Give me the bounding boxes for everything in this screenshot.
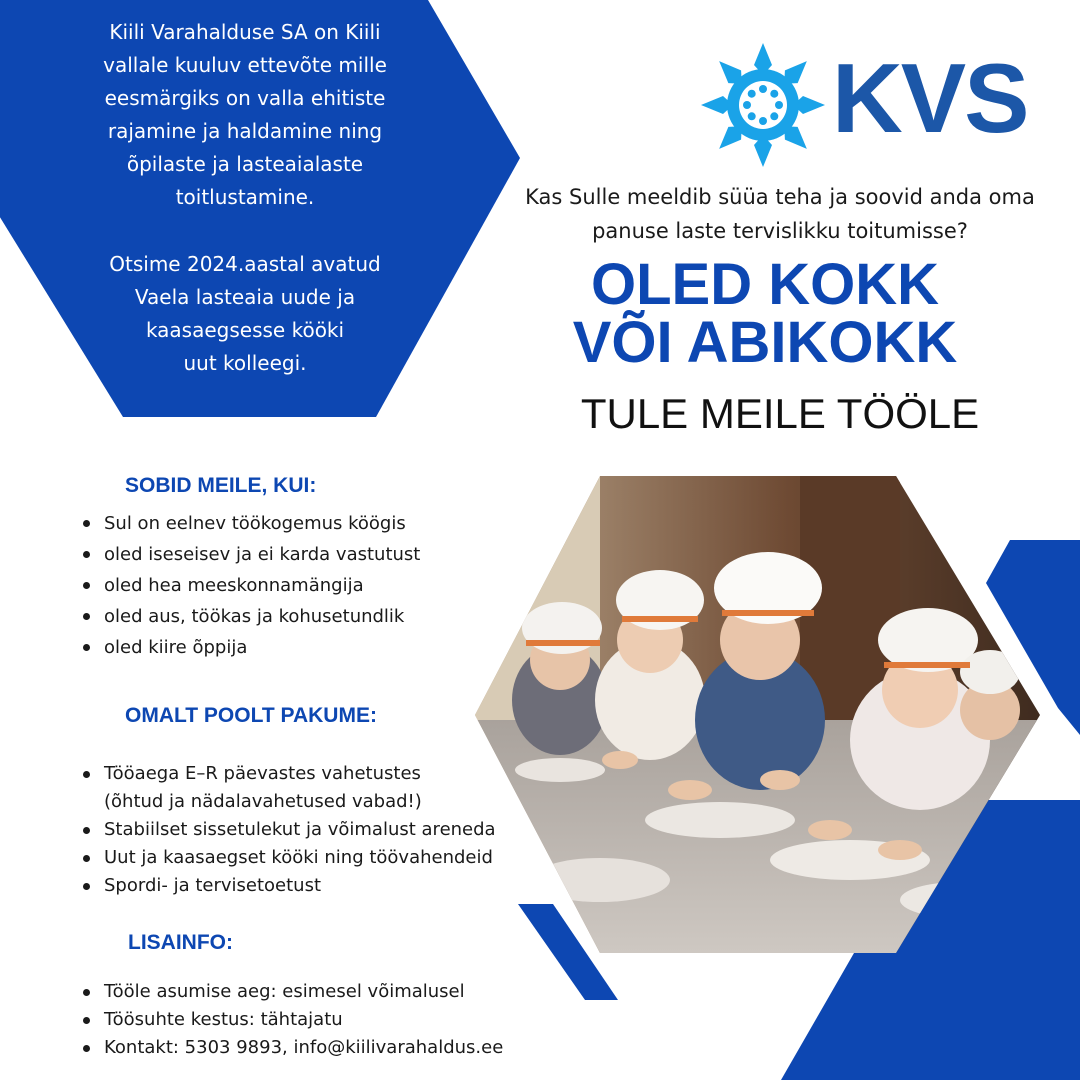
intro-paragraph-1: [60, 16, 430, 214]
offer-list: [80, 760, 496, 900]
list-item: oled aus, töökas ja kohusetundlik: [80, 601, 420, 632]
list-item: oled kiire õppija: [80, 632, 420, 663]
headline-line-2: VÕI ABIKOKK: [572, 310, 958, 375]
intro-line: õpilaste ja lasteaialaste: [126, 152, 364, 176]
list-item-text: (õhtud ja nädalavahetused vabad!): [104, 791, 422, 812]
offer-title: OMALT POOLT PAKUME:: [125, 704, 377, 727]
intro-line: kaasaegsesse kööki: [145, 318, 345, 342]
list-item: Stabiilset sissetulekut ja võimalust areneda: [80, 816, 496, 844]
info-list: [80, 978, 503, 1062]
intro-line: uut kolleegi.: [183, 351, 307, 375]
list-item: Kontakt: 5303 9893, info@kiilivarahaldus.ee: [80, 1034, 503, 1062]
intro-line: vallale kuuluv ettevõte mille: [103, 53, 387, 77]
intro-line: Otsime 2024.aastal avatud: [109, 252, 381, 276]
question-line-2: panuse laste tervislikku toitumisse?: [592, 219, 968, 243]
intro-paragraph-2: [60, 248, 430, 380]
question-text: [505, 180, 1055, 248]
intro-line: rajamine ja haldamine ning: [107, 119, 383, 143]
tagline: TULE MEILE TÖÖLE: [580, 390, 980, 437]
snowflake-icon: [701, 43, 825, 167]
intro-line: Vaela lasteaia uude ja: [134, 285, 356, 309]
info-title: LISAINFO:: [128, 931, 233, 954]
intro-line: eesmärgiks on valla ehitiste: [104, 86, 386, 110]
list-item: oled hea meeskonnamängija: [80, 570, 420, 601]
list-item-text: Tööaega E–R päevastes vahetustes: [104, 763, 421, 784]
intro-line: Kiili Varahalduse SA on Kiili: [109, 20, 381, 44]
list-item: oled iseseisev ja ei karda vastutust: [80, 539, 420, 570]
question-line-1: Kas Sulle meeldib süüa teha ja soovid anda oma: [525, 185, 1035, 209]
list-item: Töösuhte kestus: tähtajatu: [80, 1006, 503, 1034]
logo-wordmark: KVS: [832, 43, 1028, 153]
list-item: Spordi- ja tervisetoetust: [80, 872, 496, 900]
list-item: Sul on eelnev töökogemus köögis: [80, 508, 420, 539]
headline-line-1: OLED KOKK: [591, 252, 939, 317]
list-item: Uut ja kaasaegset kööki ning töövahendeid: [80, 844, 496, 872]
requirements-title: SOBID MEILE, KUI:: [125, 474, 317, 497]
list-item: [80, 760, 496, 816]
intro-line: toitlustamine.: [175, 185, 315, 209]
list-item: Tööle asumise aeg: esimesel võimalusel: [80, 978, 503, 1006]
requirements-list: [80, 508, 420, 663]
